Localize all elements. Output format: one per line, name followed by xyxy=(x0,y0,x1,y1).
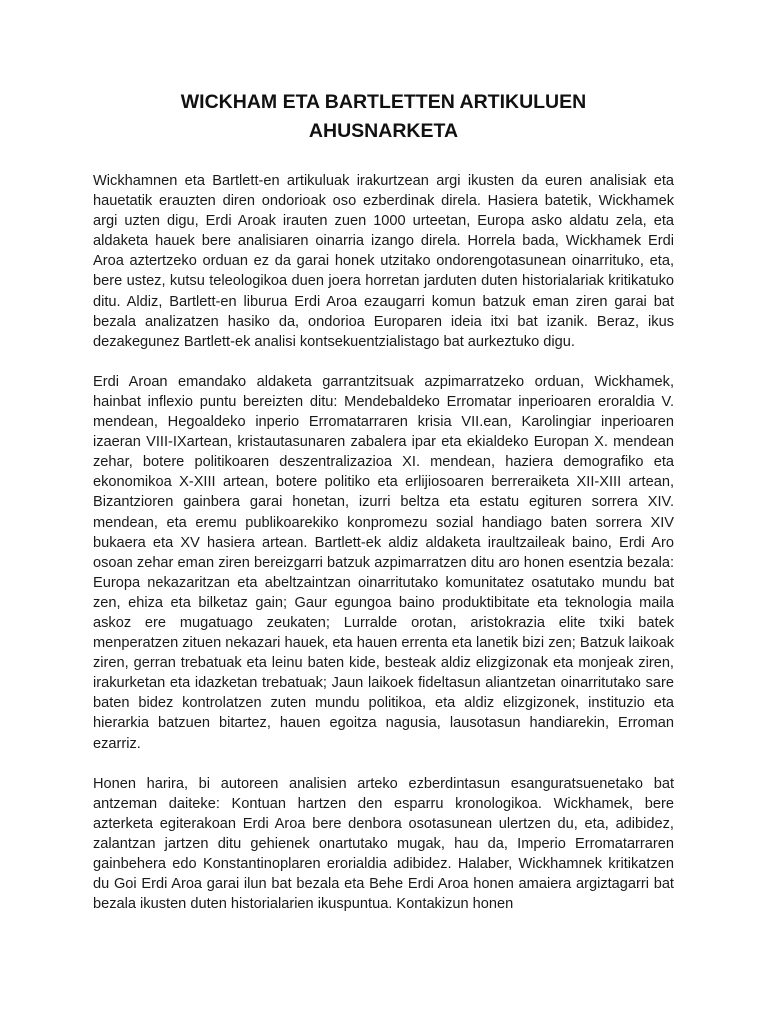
document-title xyxy=(93,88,674,146)
title-line-2: AHUSNARKETA xyxy=(308,120,459,142)
document-page xyxy=(93,88,674,914)
title-line-1: WICKHAM ETA BARTLETTEN ARTIKULUEN xyxy=(180,91,587,113)
paragraph-1: Wickhamnen eta Bartlett-en artikuluak irakurtzean argi ikusten da euren analisiak eta hauetatik erauzten diren ondorioak oso ezberdinak direla. Hasiera batetik, Wickhamek argi uzten digu, Erdi Aroak irauten zuen 1000 urteetan, Europa asko aldatu zela, eta aldaketa hauek bere analisiaren oinarria izango direla. Horrela bada, Wickhamek Erdi Aroa aztertzeko orduan ez da garai honek utzitako ondorengotasunean oinarrituko, eta, bere ustez, kutsu teleologikoa duen joera horretan jarduten duten historialariak kritikatuko ditu. Aldiz, Bartlett-en liburua Erdi Aroa ezaugarri komun batzuk eman ziren garai bat bezala analizatzen hasiko da, ondorioa Europaren ideia itxi bat izanik. Beraz, ikus dezakegunez Bartlett-ek analisi kontsekuentzialistago bat aurkeztuko digu. xyxy=(93,173,674,350)
paragraph-2: Erdi Aroan emandako aldaketa garrantzitsuak azpimarratzeko orduan, Wickhamek, hainbat inflexio puntu bereizten ditu: Mendebaldeko Erromatar inperioaren eroraldia V. mendean, Hegoaldeko inperio Erromatarraren krisia VII.ean, Karolingiar inperioaren izaeran VIII-IXartean, kristautasunaren zabalera ipar eta ekialdeko Europan X. mendean zehar, botere politikoaren deszentralizazioa XI. mendean, haziera demografiko eta ekonomikoa X-XIII artean, botere politiko eta erlijiosoaren berreraiketa XII-XIII artean, Bizantzioren gainbera garai honetan, izurri beltza eta estatu egituren sorrera XIV. mendean, eta eremu publikoarekiko konpromezu sozial handiago baten sorrera XIV bukaera eta XV hasiera artean. Bartlett-ek aldiz aldaketa iraultzaileak baino, Erdi Aro osoan zehar eman ziren bereizgarri batzuk azpimarratzen ditu aro honen esentzia bezala: Europa nekazaritzan eta abeltzaintzan oinarritutako komunitatez osatutako mundu bat zen, ehiza eta bilketaz gain; Gaur egungoa baino produktibitate eta teknologia maila askoz ere mugatuago zeukaten; Lurralde orotan, aristokrazia elite txiki batek menperatzen zituen nekazari hauek, eta hauen errenta eta lanetik bizi zen; Batzuk laikoak ziren, gerran trebatuak eta leinu baten kide, besteak aldiz elizgizonak eta monjeak ziren, irakurketan eta idazketan trebatuak; Jaun laikoek fideltasun aliantzetan oinarritutako sare baten bidez kontrolatzen zuten mundu politikoa, eta aldiz elizgizonek, instituzio eta hierarkia batzuen bitartez, hauen egoitza nagusia, lausotasun handiarekin, Erroman ezarriz. xyxy=(93,373,674,752)
paragraph-3: Honen harira, bi autoreen analisien arteko ezberdintasun esanguratsuenetako bat antzeman daiteke: Kontuan hartzen den esparru kronologikoa. Wickhamek, bere azterketa egiterakoan Erdi Aroa bere denbora osotasunean ulertzen du, eta, adibidez, zalantzan jartzen ditu gehienek onartutako mugak, hau da, Imperio Erromatarraren gainbehera edo Konstantinoplaren erorialdia adibidez. Halaber, Wickhamnek kritikatzen du Goi Erdi Aroa garai ilun bat bezala eta Behe Erdi Aroa honen amaiera argiztagarri bat bezala ikusten duten historialarien ikuspuntua. Kontakizun honen xyxy=(93,775,674,913)
